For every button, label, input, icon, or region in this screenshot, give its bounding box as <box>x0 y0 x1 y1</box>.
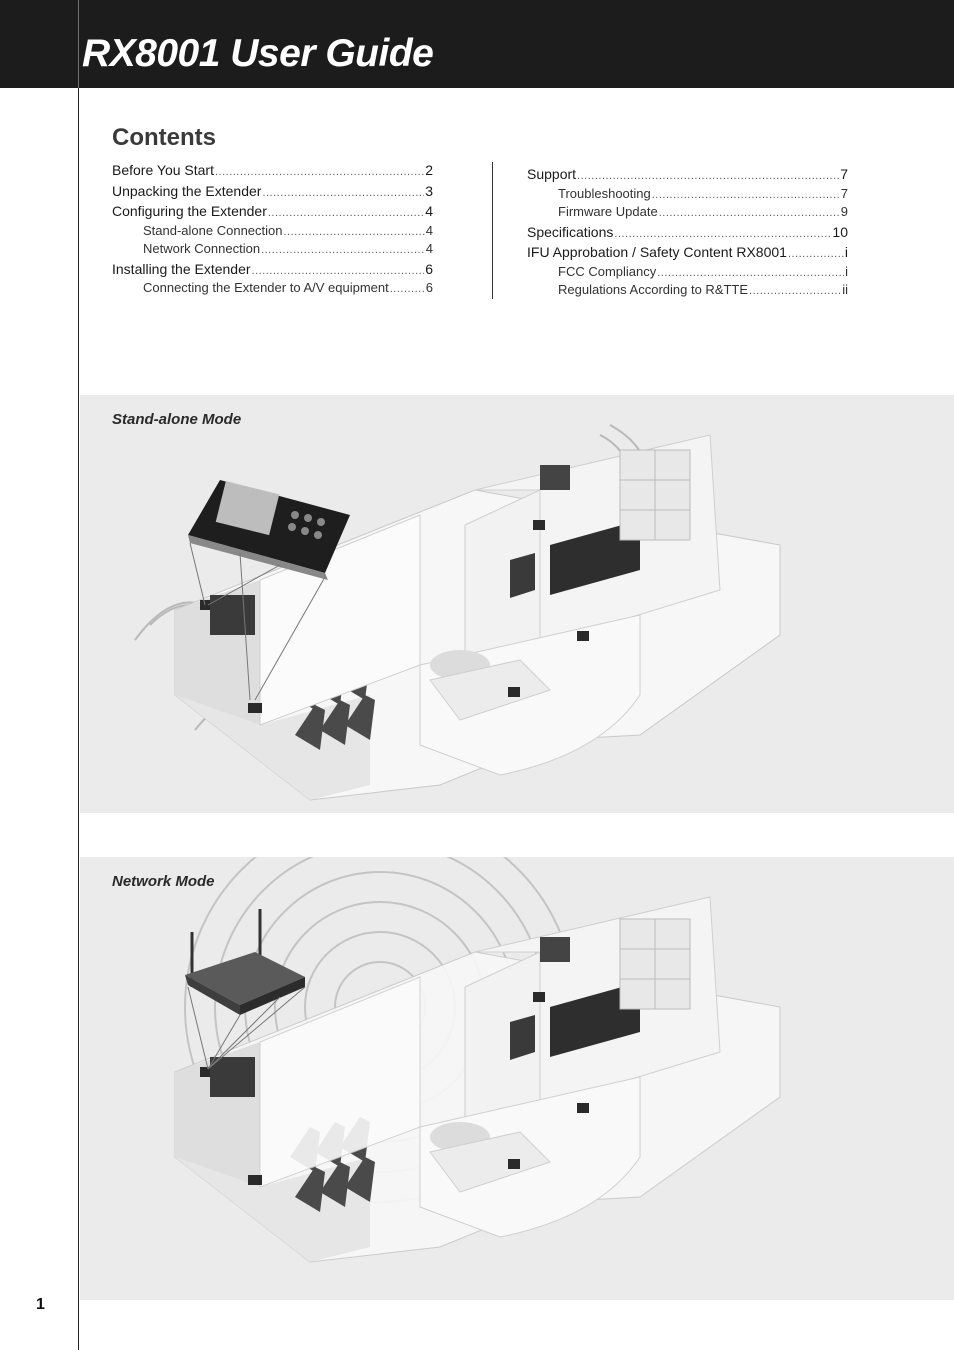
toc-entry-label: Stand-alone Connection <box>143 222 283 238</box>
network-mode-label: Network Mode <box>112 873 215 890</box>
toc-entry[interactable] <box>112 160 433 181</box>
toc-entry-page: 4 <box>425 241 433 256</box>
toc-entry-page: i <box>844 244 848 260</box>
toc-entry-label: Installing the Extender <box>112 260 251 277</box>
toc-subentry[interactable] <box>112 240 433 259</box>
document-title: RX8001 User Guide <box>82 32 434 75</box>
toc-entry-page: 6 <box>425 280 433 295</box>
toc-left-column <box>112 160 433 298</box>
toc-subentry[interactable] <box>112 279 433 298</box>
toc-entry[interactable] <box>112 181 433 202</box>
toc-entry-page: 6 <box>425 260 433 277</box>
toc-subentry[interactable] <box>527 203 848 222</box>
toc-entry[interactable] <box>527 242 848 263</box>
toc-entry-label: Configuring the Extender <box>112 203 267 219</box>
toc-entry[interactable] <box>112 201 433 222</box>
toc-entry[interactable] <box>527 164 848 185</box>
toc-leader <box>659 204 840 222</box>
title-bar <box>0 0 954 88</box>
toc-entry-page: ii <box>842 282 848 297</box>
toc-leader <box>268 203 424 222</box>
toc-leader <box>261 241 425 259</box>
toc-entry-page: 10 <box>832 223 848 240</box>
toc-entry-page: 9 <box>840 204 848 219</box>
toc-leader <box>390 280 425 298</box>
standalone-house-illustration <box>80 395 954 813</box>
network-mode-panel <box>80 857 954 1300</box>
margin-rule <box>78 0 79 1350</box>
toc-subentry[interactable] <box>527 263 848 282</box>
toc-leader <box>577 166 839 185</box>
toc-subentry[interactable] <box>527 281 848 300</box>
toc-entry-page: i <box>845 263 848 279</box>
toc-entry-label: Connecting the Extender to A/V equipment <box>143 280 389 295</box>
toc-leader <box>252 261 425 280</box>
toc-entry[interactable] <box>527 222 848 243</box>
toc-entry-page: 2 <box>425 162 433 178</box>
toc-entry-label: Network Connection <box>143 241 261 256</box>
toc-entry-label: Troubleshooting <box>558 185 651 201</box>
toc-entry-label: Support <box>527 166 577 182</box>
toc-leader <box>614 224 831 243</box>
toc-entry-label: Specifications <box>527 223 614 240</box>
toc-column-divider <box>492 162 493 299</box>
page-number: 1 <box>36 1296 45 1313</box>
toc-leader <box>749 282 841 300</box>
toc-entry-label: Regulations According to R&TTE <box>558 282 749 297</box>
toc-entry-label: IFU Approbation / Safety Content RX8001 <box>527 244 787 260</box>
toc-entry-page: 7 <box>840 166 848 182</box>
toc-entry-label: Before You Start <box>112 162 214 178</box>
toc-entry-page: 3 <box>425 182 433 199</box>
toc-right-column <box>527 164 848 300</box>
toc-entry-label: FCC Compliancy <box>558 263 657 279</box>
toc-leader <box>657 264 844 282</box>
toc-entry-page: 7 <box>840 185 848 201</box>
toc-leader <box>215 162 424 181</box>
toc-leader <box>284 223 425 241</box>
toc-entry-label: Firmware Update <box>558 204 658 219</box>
margin-rule-header <box>78 0 79 88</box>
standalone-mode-panel <box>80 395 954 813</box>
toc-leader <box>788 244 844 263</box>
network-house-illustration <box>80 857 954 1300</box>
toc-subentry[interactable] <box>527 185 848 204</box>
toc-entry[interactable] <box>112 259 433 280</box>
toc-entry-page: 4 <box>425 203 433 219</box>
standalone-mode-label: Stand-alone Mode <box>112 411 242 428</box>
contents-heading: Contents <box>112 124 216 151</box>
toc-entry-page: 4 <box>425 222 433 238</box>
toc-leader <box>652 186 840 204</box>
toc-entry-label: Unpacking the Extender <box>112 182 262 199</box>
toc-leader <box>262 183 424 202</box>
toc-subentry[interactable] <box>112 222 433 241</box>
